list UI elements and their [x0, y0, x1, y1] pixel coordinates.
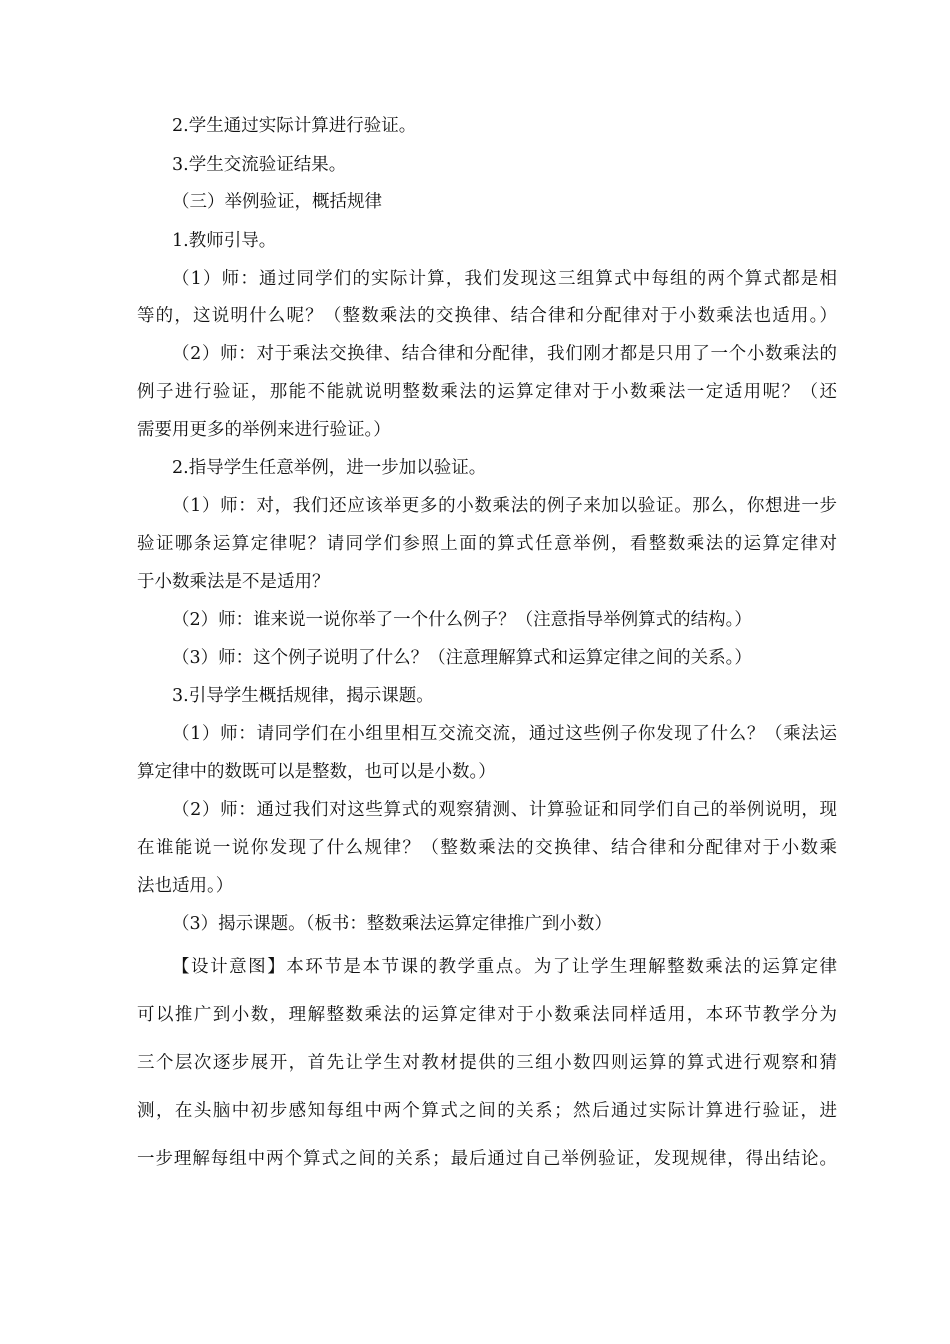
- text-line: 例子进行验证，那能不能就说明整数乘法的运算定律对于小数乘法一定适用呢？（还: [137, 382, 837, 402]
- text-line: 1.教师引导。: [172, 231, 277, 251]
- text-line: 算定律中的数既可以是整数，也可以是小数。）: [137, 762, 496, 782]
- text-line: （2）师：谁来说一说你举了一个什么例子？（注意指导举例算式的结构。）: [172, 610, 752, 630]
- text-line: 2.指导学生任意举例，进一步加以验证。: [172, 458, 487, 478]
- design-intent-line: 三个层次逐步展开，首先让学生对教材提供的三组小数四则运算的算式进行观察和猜: [137, 1053, 837, 1073]
- text-line: 3.引导学生概括规律，揭示课题。: [172, 686, 434, 706]
- text-line: （1）师：请同学们在小组里相互交流交流，通过这些例子你发现了什么？（乘法运: [172, 724, 837, 744]
- text-line: 2.学生通过实际计算进行验证。: [172, 116, 417, 136]
- text-line: （2）师：对于乘法交换律、结合律和分配律，我们刚才都是只用了一个小数乘法的: [172, 344, 837, 364]
- text-line: 等的，这说明什么呢？（整数乘法的交换律、结合律和分配律对于小数乘法也适用。）: [137, 306, 837, 326]
- text-line: （1）师：通过同学们的实际计算，我们发现这三组算式中每组的两个算式都是相: [172, 269, 837, 289]
- design-intent-line: 可以推广到小数，理解整数乘法的运算定律对于小数乘法同样适用，本环节教学分为: [137, 1005, 837, 1025]
- text-line: （2）师：通过我们对这些算式的观察猜测、计算验证和同学们自己的举例说明，现: [172, 800, 837, 820]
- design-intent-line: 测，在头脑中初步感知每组中两个算式之间的关系；然后通过实际计算进行验证，进: [137, 1101, 837, 1121]
- text-line: 需要用更多的举例来进行验证。）: [137, 420, 391, 440]
- text-line: 3.学生交流验证结果。: [172, 155, 347, 175]
- section-heading: （三）举例验证，概括规律: [172, 192, 382, 212]
- text-line: 在谁能说一说你发现了什么规律？（整数乘法的交换律、结合律和分配律对于小数乘: [137, 838, 837, 858]
- text-line: （1）师：对，我们还应该举更多的小数乘法的例子来加以验证。那么，你想进一步: [172, 496, 837, 516]
- text-line: （3）师：这个例子说明了什么？（注意理解算式和运算定律之间的关系。）: [172, 648, 752, 668]
- text-line: （3）揭示课题。（板书：整数乘法运算定律推广到小数）: [172, 914, 612, 934]
- text-line: 法也适用。）: [137, 876, 234, 896]
- design-intent-line: 一步理解每组中两个算式之间的关系；最后通过自己举例验证，发现规律，得出结论。: [137, 1149, 837, 1169]
- text-line: 验证哪条运算定律呢？请同学们参照上面的算式任意举例，看整数乘法的运算定律对: [137, 534, 837, 554]
- design-intent-line: 【设计意图】本环节是本节课的教学重点。为了让学生理解整数乘法的运算定律: [172, 957, 837, 977]
- text-line: 于小数乘法是不是适用？: [137, 572, 330, 592]
